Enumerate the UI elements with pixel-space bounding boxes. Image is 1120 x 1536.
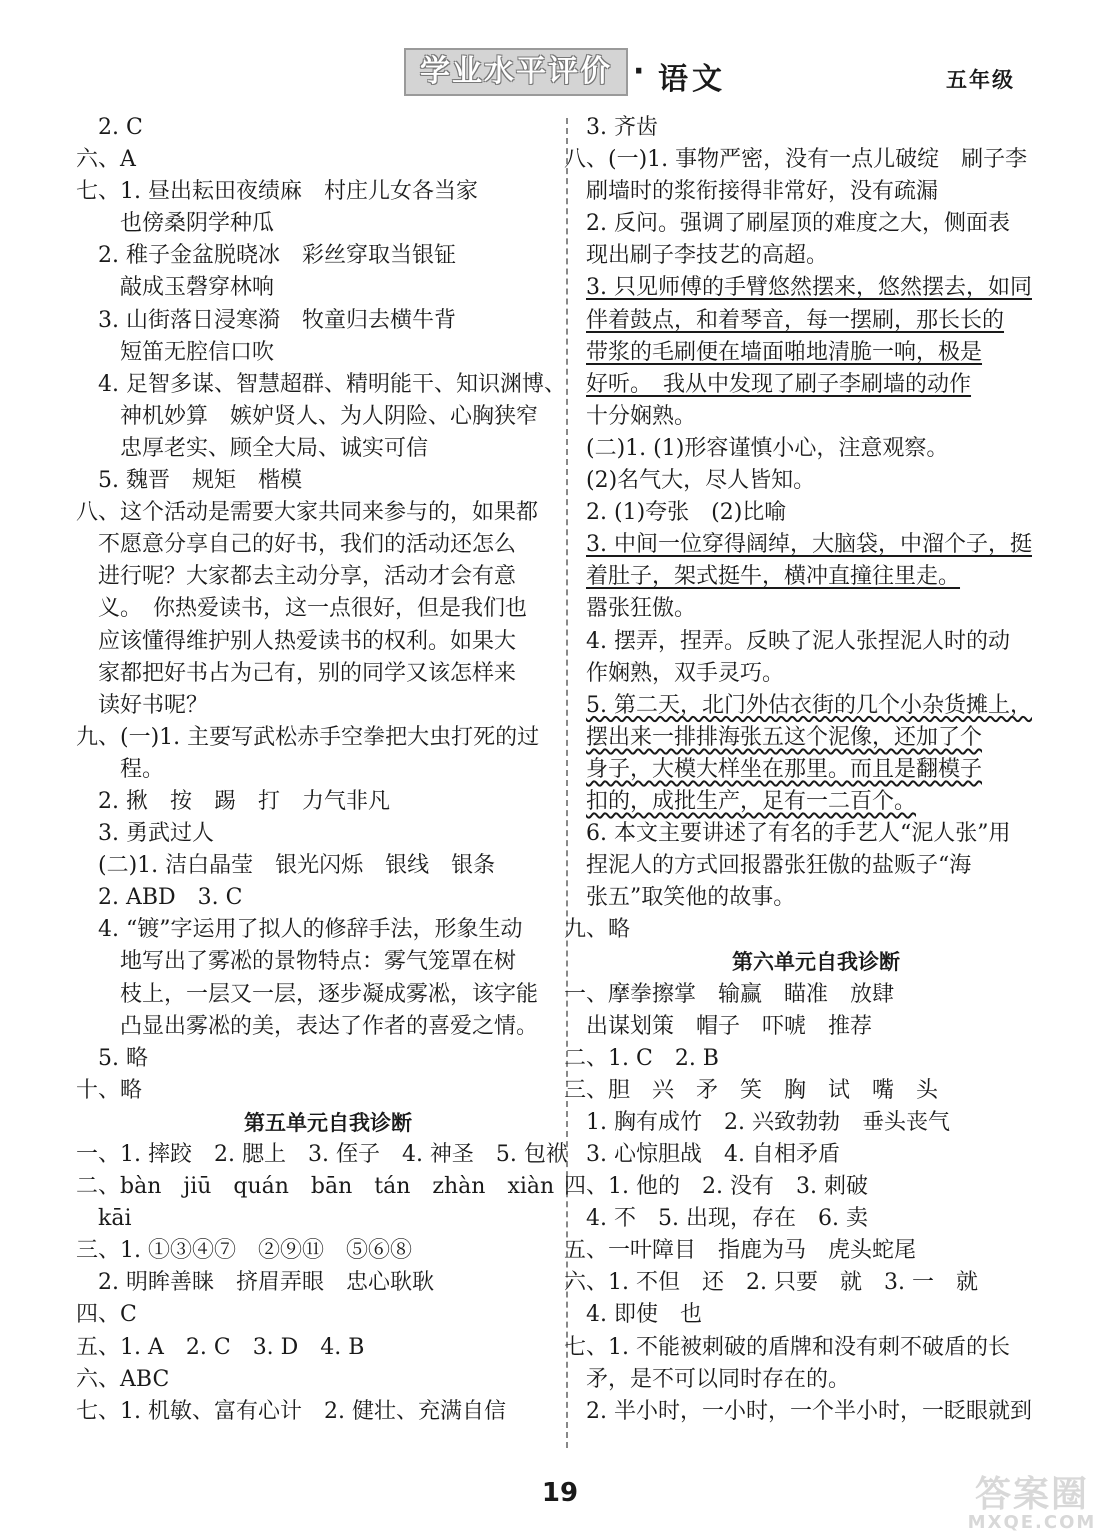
answer-line: 读好书呢？	[98, 692, 209, 718]
answer-line	[586, 305, 1046, 337]
answer-line: 出谋划策 帽子 吓唬 推荐	[586, 1013, 873, 1039]
answer-line: 地写出了雾凇的景物特点：雾气笼罩在树	[120, 949, 517, 975]
section-heading: 第五单元自我诊断	[244, 1110, 412, 1135]
answer-line: 2. C	[98, 115, 143, 140]
answer-line: 3. 齐齿	[586, 115, 658, 140]
answer-line: 6. 本文主要讲述了有名的手艺人“泥人张”用	[586, 821, 1011, 847]
answer-line: 敲成玉磬穿林响	[120, 275, 275, 301]
answer-line: 张五”取笑他的故事。	[586, 885, 796, 911]
answer-line: 2. 稚子金盆脱晓冰 彩丝穿取当银钲	[98, 243, 456, 269]
answer-line: 5. 略	[98, 1045, 148, 1071]
answer-line: 4. 摆弄，捏弄。反映了泥人张捏泥人时的动	[586, 628, 1010, 654]
answer-line: 凸显出雾凇的美，表达了作者的喜爱之情。	[120, 1013, 539, 1039]
answer-line: 现出刷子李技艺的高超。	[586, 243, 829, 269]
answer-line: 一、摩拳擦掌 输赢 瞄准 放肆	[564, 981, 895, 1007]
answer-line: 3. 心惊胆战 4. 自相矛盾	[586, 1142, 840, 1167]
answer-line: 十分娴熟。	[586, 403, 697, 429]
watermark-logo	[952, 1476, 1112, 1532]
subject-title: 语文	[658, 62, 726, 97]
answer-line	[586, 529, 1046, 561]
answer-line: 六、A	[76, 147, 136, 173]
underlined-text: 3. 中间一位穿得阔绰，大脑袋，中溜个子，挺	[586, 532, 1032, 558]
answer-line: 三、1. ①③④⑦ ②⑨⑪ ⑤⑥⑧	[76, 1238, 412, 1264]
answer-line: 九、略	[564, 917, 631, 943]
page-number: 19	[541, 1478, 579, 1508]
underlined-text: 身子，大模大样坐在那里。而且是翻模子	[586, 756, 983, 782]
underlined-text: 着肚子，架式挺牛，横冲直撞往里走。	[586, 564, 961, 590]
answer-line: 4. 不 5. 出现，存在 6. 卖	[586, 1206, 868, 1232]
answer-line: 七、1. 不能被刺破的盾牌和没有刺不破盾的长	[564, 1334, 1010, 1360]
answer-line: 4. 即使 也	[586, 1302, 702, 1328]
left-column	[76, 112, 568, 1428]
underlined-text: 扣的，成批生产，足有一二百个。	[586, 788, 917, 814]
answer-line: 捏泥人的方式回报嚣张狂傲的盐贩子“海	[586, 853, 972, 879]
answer-line	[586, 786, 1046, 818]
answer-line: 2. 明眸善睐 挤眉弄眼 忠心耿耿	[98, 1270, 434, 1296]
answer-line: kāi	[98, 1206, 132, 1232]
underlined-text: 摆出来一排排海张五这个泥像，还加了个	[586, 724, 983, 750]
answer-line: 不愿意分享自己的好书，我们的活动还怎么	[98, 532, 517, 558]
answer-line: 2. 揪 按 踢 打 力气非凡	[98, 788, 390, 814]
answer-line: 进行呢？大家都去主动分享，活动才会有意	[98, 564, 517, 590]
answer-line: 十、略	[76, 1077, 143, 1103]
answer-line: 二、bàn jiū quán bān tán zhàn xiàn	[76, 1174, 555, 1200]
answer-line: 应该懂得维护别人热爱读书的权利。如果大	[98, 628, 517, 654]
answer-line: 4. 足智多谋、智慧超群、精明能干、知识渊博、	[98, 371, 566, 397]
answer-line: 一、1. 摔跤 2. 腮上 3. 侄子 4. 神圣 5. 包袱	[76, 1142, 568, 1167]
separator-dot: ·	[633, 54, 645, 89]
answer-line: (二)1. 洁白晶莹 银光闪烁 银线 银条	[98, 853, 496, 879]
answer-line: 2. (1)夸张 (2)比喻	[586, 500, 787, 526]
page-header	[0, 0, 1120, 110]
answer-line: 六、ABC	[76, 1366, 170, 1392]
answer-line	[586, 722, 1046, 754]
answer-line: 2. ABD 3. C	[98, 885, 243, 911]
answer-line	[586, 337, 1046, 369]
answer-line: 短笛无腔信口吹	[120, 339, 275, 365]
watermark-sub: MXQE.COM	[967, 1512, 1097, 1533]
watermark-main: 答案圈	[974, 1474, 1089, 1515]
answer-line: 八、(一)1. 事物严密，没有一点儿破绽 刷子李	[564, 147, 1028, 173]
answer-line: 忠厚老实、顾全大局、诚实可信	[120, 435, 429, 461]
answer-line: 五、1. A 2. C 3. D 4. B	[76, 1334, 365, 1360]
right-column	[564, 112, 1046, 1428]
answer-line	[586, 561, 1046, 593]
underlined-text: 带浆的毛刷便在墙面啪地清脆一响，极是	[586, 339, 983, 365]
answer-line: 2. 半小时，一小时，一个半小时，一眨眼就到	[586, 1398, 1032, 1424]
answer-line: 矛，是不可以同时存在的。	[586, 1366, 851, 1392]
answer-line: 刷墙时的浆衔接得非常好，没有疏漏	[586, 179, 939, 205]
answer-line: 三、胆 兴 矛 笑 胸 试 嘴 头	[564, 1077, 939, 1103]
answer-line: 4. “镀”字运用了拟人的修辞手法，形象生动	[98, 917, 523, 943]
section-heading: 第六单元自我诊断	[732, 950, 900, 975]
answer-line: 九、(一)1. 主要写武松赤手空拳把大虫打死的过	[76, 724, 540, 750]
answer-line: (2)名气大，尽人皆知。	[586, 468, 816, 494]
underlined-text: 3. 只见师傅的手臂悠然摆来，悠然摆去，如同	[586, 275, 1032, 301]
answer-line: 五、一叶障目 指鹿为马 虎头蛇尾	[564, 1238, 917, 1264]
answer-line: 四、C	[76, 1302, 137, 1328]
series-badge: 学业水平评价	[404, 48, 628, 96]
answer-line: 四、1. 他的 2. 没有 3. 刺破	[564, 1174, 868, 1200]
answer-line	[586, 690, 1046, 722]
answer-line	[586, 754, 1046, 786]
underlined-text: 5. 第二天，北门外估衣街的几个小杂货摊上，	[586, 692, 1032, 718]
answer-line: 作娴熟，双手灵巧。	[586, 660, 785, 686]
underlined-text: 好听。 我从中发现了刷子李刷墙的动作	[586, 371, 972, 397]
answer-line: 七、1. 昼出耘田夜绩麻 村庄儿女各当家	[76, 179, 478, 205]
answer-line: 5. 魏晋 规矩 楷模	[98, 468, 302, 494]
answer-line: (二)1. (1)形容谨慎小心，注意观察。	[586, 435, 949, 461]
answer-line	[586, 369, 1046, 401]
answer-line: 枝上，一层又一层，逐步凝成雾凇，该字能	[120, 981, 539, 1007]
answer-line: 3. 山街落日浸寒漪 牧童归去横牛背	[98, 307, 456, 333]
answer-line: 义。 你热爱读书，这一点很好，但是我们也	[98, 596, 528, 622]
answer-line: 1. 胸有成竹 2. 兴致勃勃 垂头丧气	[586, 1109, 950, 1135]
answer-line: 二、1. C 2. B	[564, 1045, 719, 1071]
answer-line: 八、这个活动是需要大家共同来参与的，如果都	[76, 500, 539, 526]
answer-line: 程。	[120, 756, 165, 782]
answer-line: 嚣张狂傲。	[586, 596, 697, 622]
grade-label: 五年级	[946, 68, 1015, 92]
answer-line: 也傍桑阴学种瓜	[120, 211, 275, 237]
underlined-text: 伴着鼓点，和着琴音，每一摆刷，那长长的	[586, 307, 1005, 333]
answer-line: 七、1. 机敏、富有心计 2. 健壮、充满自信	[76, 1398, 506, 1424]
answer-line: 3. 勇武过人	[98, 821, 214, 847]
answer-line: 2. 反问。强调了刷屋顶的难度之大，侧面表	[586, 211, 1010, 237]
answer-line: 家都把好书占为己有，别的同学又该怎样来	[98, 660, 517, 686]
answer-line	[586, 272, 1046, 304]
answer-line: 六、1. 不但 还 2. 只要 就 3. 一 就	[564, 1270, 978, 1296]
answer-line: 神机妙算 嫉妒贤人、为人阴险、心胸狭窄	[120, 403, 539, 429]
